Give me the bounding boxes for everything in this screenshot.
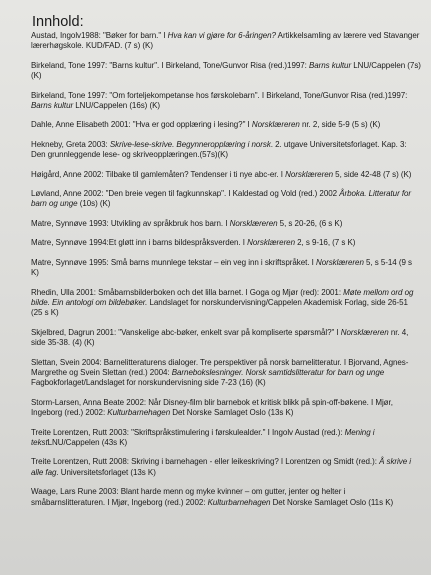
reference-entry	[31, 288, 421, 319]
reference-text: Landslaget for norskundervisning/Cappelen Akademisk Forlag, side 26-51 (25 s K)	[31, 297, 408, 318]
page-title: Innhold:	[32, 14, 84, 30]
reference-entry	[31, 31, 421, 52]
reference-title-italic: Norsklæreren	[229, 218, 278, 228]
reference-title-italic: Norsklæreren	[285, 169, 333, 179]
reference-text: . 2. utgave Universitetsforlaget. Kap. 3: Den grunnleggende lese- og skriveopplæringen.(57s)(K)	[31, 139, 407, 160]
reference-text: LNU/Cappelen (16s) (K)	[73, 101, 160, 111]
reference-title-italic: Årboka. Litteratur for barn og unge	[31, 189, 412, 209]
reference-text: Det Norske Samlaget Oslo (11s K)	[270, 497, 394, 507]
reference-text: 5, s 20-26, (6 s K)	[277, 218, 343, 228]
reference-entry	[31, 61, 421, 82]
reference-text: (10s) (K)	[77, 199, 111, 209]
reference-text: Birkeland, Tone 1997: "Barns kultur". I Birkeland, Tone/Gunvor Risa (red.)1997:	[31, 60, 309, 70]
reference-entry	[31, 428, 421, 449]
reference-text: Fagbokforlaget/Landslaget for norskundervisning side 7-23 (16) (K)	[31, 378, 266, 388]
reference-entry	[31, 258, 421, 279]
reference-title-italic: Barns kultur	[308, 60, 352, 70]
reference-entry	[31, 328, 421, 349]
reference-text: 5, side 42-48 (7 s) (K)	[333, 169, 412, 179]
reference-entry	[31, 170, 421, 180]
reference-title-italic: Barnebokslesninger. Norsk samtidslitteratur for barn og unge	[171, 367, 385, 377]
reference-title-italic: Kulturbarnehagen	[207, 497, 271, 507]
reference-text: 5, s 5-14 (9 s K)	[31, 257, 413, 278]
reference-list	[31, 31, 421, 508]
reference-text: Treite Lorentzen, Rutt 2008: Skriving i barnehagen - eller leikeskriving? I Lorentzen og Smidt (red.):	[31, 457, 380, 467]
reference-text: Matre, Synnøve 1993: Utvikling av språkbruk hos barn. I	[31, 218, 230, 228]
reference-text: Treite Lorentzen, Rutt 2003: "Skriftspråkstimulering i førskulealder." I Ingolv Austad (red.):	[31, 427, 345, 437]
reference-title-italic: Møte mellom ord og bilde. Ein antologi om bildebøker.	[31, 287, 414, 307]
reference-text: nr. 2, side 5-9 (5 s) (K)	[299, 120, 381, 130]
reference-text: 2, s 9-16, (7 s K)	[294, 238, 356, 248]
reference-text: Matre, Synnøve 1994:Et gløtt inn i barns bildespråksverden. I	[31, 238, 248, 248]
reference-text: Rhedin, Ulla 2001: Småbarnsbilderboken och det lilla barnet. I Goga og Mjør (red): 2001:	[31, 287, 344, 297]
reference-text: nr. 4, side 35-38. (4) (K)	[31, 327, 409, 348]
reference-text: LNU/Cappelen (43s K)	[47, 437, 128, 447]
reference-text: Hekneby, Greta 2003:	[31, 139, 110, 149]
reference-title-italic: Kulturbarnehagen	[107, 408, 171, 418]
reference-text: Matre, Synnøve 1995: Små barns munnlege tekstar – ein veg inn i skriftspråket. I	[31, 257, 316, 267]
reference-entry	[31, 457, 421, 478]
reference-entry	[31, 91, 421, 112]
reference-text: Slettan, Svein 2004: Barnelitteraturens dialoger. Tre perspektiver på norsk barnelitteratur. I Bjorvand, Agnes-Margrethe og Svein Slettan (red.) 2004:	[31, 357, 409, 377]
reference-title-italic: Norsklæreren	[251, 120, 300, 130]
reference-text: Det Norske Samlaget Oslo (13s K)	[170, 408, 294, 418]
reference-text: Birkeland, Tone 1997: "Om forteljekompetanse hos førskolebarn". I Birkeland, Tone/Gunvor Risa (red.)1997:	[31, 90, 408, 100]
reference-title-italic: Barns kultur	[31, 101, 74, 111]
reference-text: LNU/Cappelen (7s) (K)	[31, 60, 421, 81]
reference-text: Storm-Larsen, Anna Beate 2002: Når Disney-film blir barnebok et kritisk blikk på spin-off-bøkene. I Mjør, Ingeborg (red.) 2002:	[31, 397, 393, 418]
reference-entry	[31, 358, 421, 389]
reference-text: Dahle, Anne Elisabeth 2001: "Hva er god opplæring i lesing?" I	[31, 120, 252, 130]
reference-text: Løvland, Anne 2002: "Den breie vegen til fagkunnskap". I Kaldestad og Vold (red.) 2002	[31, 189, 340, 199]
reference-entry	[31, 238, 421, 248]
reference-entry	[31, 487, 421, 508]
reference-title-italic: Mening i tekst	[31, 427, 375, 447]
reference-title-italic: Norsklæreren	[340, 327, 389, 337]
reference-title-italic: Å skrive i alle fag	[31, 457, 412, 477]
reference-entry	[31, 120, 421, 130]
reference-text: Austad, Ingolv1988: "Bøker for barn." I	[31, 31, 168, 40]
reference-entry	[31, 189, 421, 210]
reference-text: Skjelbred, Dagrun 2001: "Vanskelige abc-bøker, enkelt svar på kompliserte spørsmål?" I	[31, 327, 341, 337]
reference-entry	[31, 219, 421, 229]
reference-text: Artikkelsamling av lærere ved Stavanger lærerhøgskole. KUD/FAD. (7 s) (K)	[31, 31, 420, 51]
reference-title-italic: Hva kan vi gjøre for 6-åringen?	[167, 31, 276, 40]
reference-text: Høigård, Anne 2002: Tilbake til gamlemåten? Tendenser i ti nye abc-er. I	[31, 169, 286, 179]
reference-title-italic: Skrive-lese-skrive. Begynneropplæring i norsk	[109, 139, 271, 149]
reference-entry	[31, 398, 421, 419]
reference-title-italic: Norsklæreren	[315, 257, 364, 267]
reference-title-italic: Norsklæreren	[247, 238, 295, 248]
reference-text: . Universitetsforlaget (13s K)	[56, 467, 156, 477]
reference-text: Waage, Lars Rune 2003: Blant harde menn og myke kvinner – om gutter, jenter og helter i småbarnslitteraturen. I Mjør, Ingeborg (red.) 2002:	[31, 487, 346, 507]
reference-entry	[31, 140, 421, 161]
